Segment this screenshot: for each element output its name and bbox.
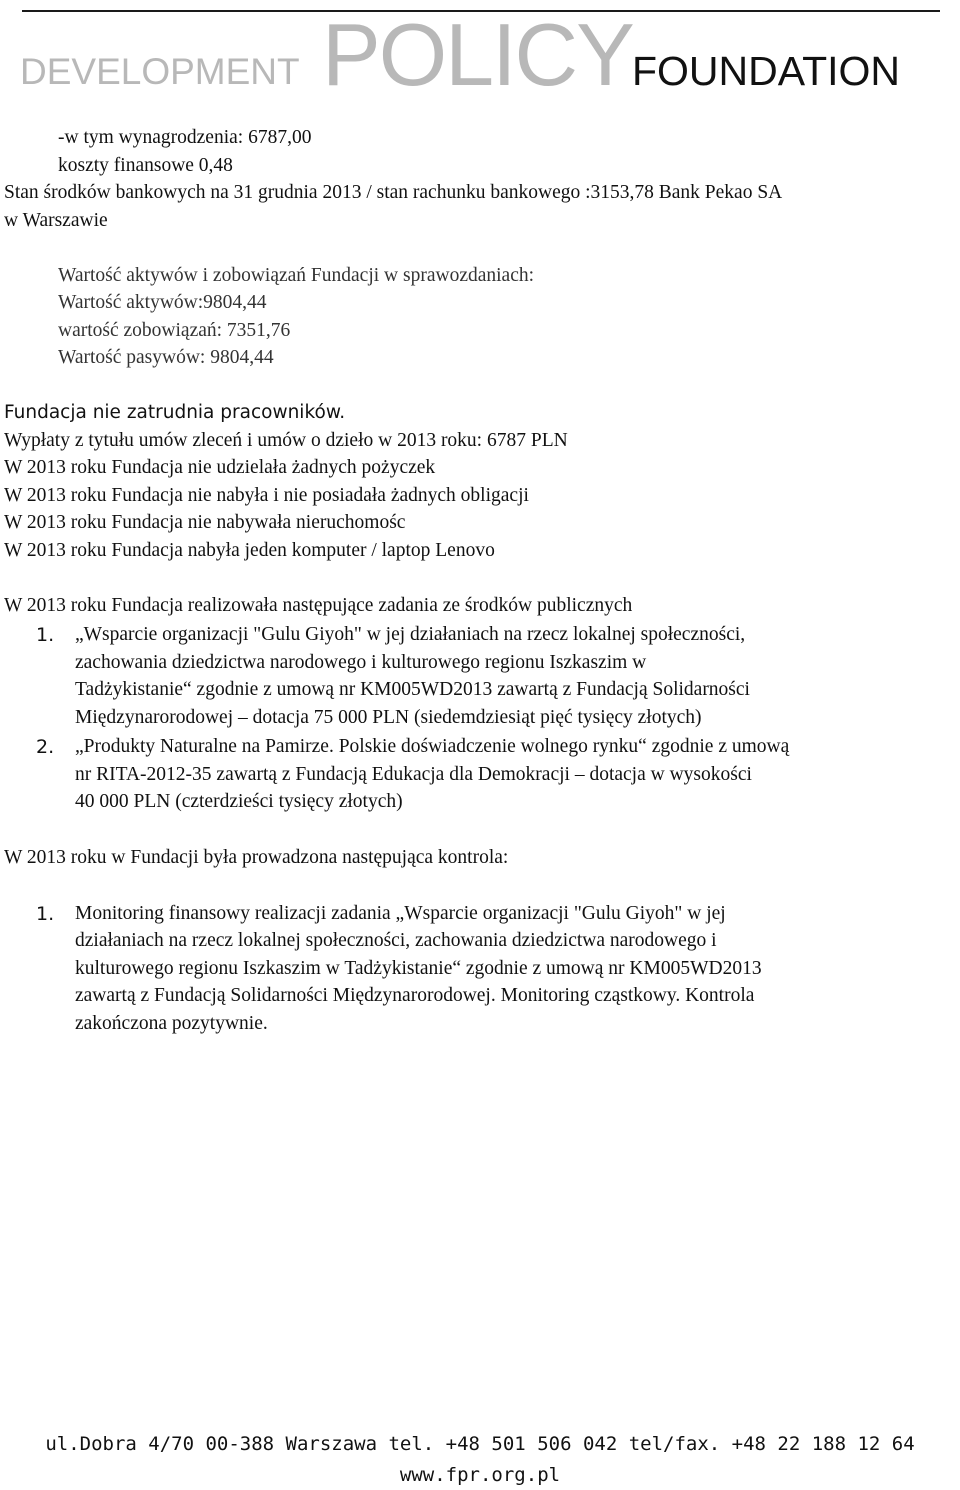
task-1-line: Międzynarorodowej – dotacja 75 000 PLN (siedemdziesiąt pięć tysięcy złotych) [75,707,702,728]
foundation-logo [0,0,960,104]
logo-word-development: DEVELOPMENT [20,51,300,92]
task-1-line: zachowania dziedzictwa narodowego i kulturowego regionu Iszkaszim w [75,652,647,673]
audit-1-line: kulturowego regionu Iszkaszim w Tadżykistanie“ zgodnie z umową nr KM005WD2013 [75,958,762,979]
logo-word-policy: POLICY [322,5,633,104]
assets-value: Wartość aktywów:9804,44 [58,292,267,313]
audit-heading: W 2013 roku w Fundacji była prowadzona następująca kontrola: [4,847,509,868]
liabilities-value: wartość zobowiązań: 7351,76 [58,320,291,341]
footer-website: www.fpr.org.pl [399,1464,561,1486]
payments-statement: Wypłaty z tytułu umów zleceń i umów o dzieło w 2013 roku: 6787 PLN [4,430,568,451]
task-1-number: 1. [36,624,55,646]
no-bonds-statement: W 2013 roku Fundacja nie nabyła i nie posiadała żadnych obligacji [4,485,529,506]
task-1-line: Tadżykistanie“ zgodnie z umową nr KM005WD2013 zawartą z Fundacją Solidarności [75,679,750,700]
task-2-line: nr RITA-2012-35 zawartą z Fundacją Edukacja dla Demokracji – dotacja w wysokości [75,764,752,785]
wages-line: -w tym wynagrodzenia: 6787,00 [58,127,312,148]
no-employees-statement: Fundacja nie zatrudnia pracowników. [4,402,346,423]
computer-statement: W 2013 roku Fundacja nabyła jeden komputer / laptop Lenovo [4,540,495,561]
tasks-heading: W 2013 roku Fundacja realizowała następujące zadania ze środków publicznych [4,595,633,616]
logo-word-foundation: FOUNDATION [632,48,901,94]
financial-costs-line: koszty finansowe 0,48 [58,155,233,176]
passives-value: Wartość pasywów: 9804,44 [58,347,274,368]
audit-1-number: 1. [36,903,55,925]
audit-1-line: zakończona pozytywnie. [75,1013,268,1034]
assets-heading: Wartość aktywów i zobowiązań Fundacji w sprawozdaniach: [58,265,535,286]
audit-1-line: Monitoring finansowy realizacji zadania „Wsparcie organizacji "Gulu Giyoh" w jej [75,903,726,924]
task-1-line: „Wsparcie organizacji "Gulu Giyoh" w jej działaniach na rzecz lokalnej społeczności, [75,624,746,645]
footer-address: ul.Dobra 4/70 00-388 Warszawa tel. +48 501 506 042 tel/fax. +48 22 188 12 64 [45,1433,915,1455]
audit-1-line: działaniach na rzecz lokalnej społeczności, zachowania dziedzictwa narodowego i [75,930,717,951]
bank-balance-line: Stan środków bankowych na 31 grudnia 2013 / stan rachunku bankowego :3153,78 Bank Pekao SA [4,182,783,203]
audit-1-line: zawartą z Fundacją Solidarności Międzynarorodowej. Monitoring cząstkowy. Kontrola [75,985,755,1006]
no-property-statement: W 2013 roku Fundacja nie nabywała nieruchomośc [4,512,406,533]
task-2-line: 40 000 PLN (czterdzieści tysięcy złotych) [75,791,403,812]
no-loans-statement: W 2013 roku Fundacja nie udzielała żadnych pożyczek [4,457,436,478]
task-2-number: 2. [36,736,55,758]
task-2-line: „Produkty Naturalne na Pamirze. Polskie doświadczenie wolnego rynku“ zgodnie z umową [75,736,790,757]
bank-balance-line-cont: w Warszawie [4,210,108,231]
